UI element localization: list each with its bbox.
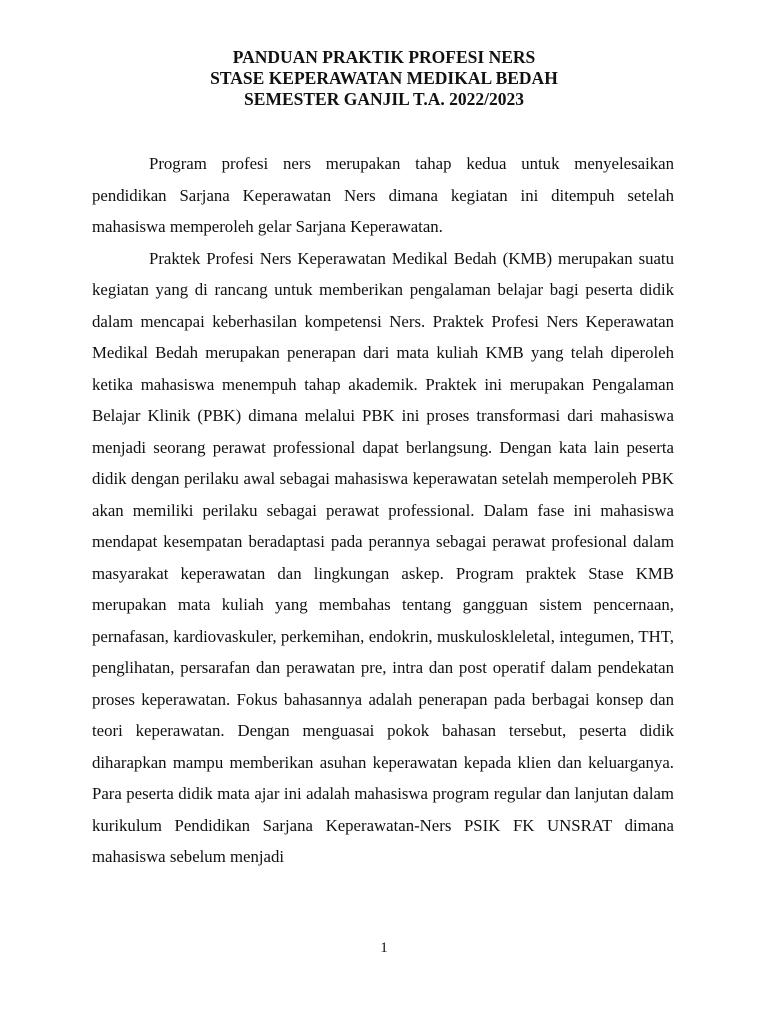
title-line-3: SEMESTER GANJIL T.A. 2022/2023	[244, 89, 524, 109]
document-body	[92, 148, 674, 873]
paragraph-1: Program profesi ners merupakan tahap kedua untuk menyelesaikan pendidikan Sarjana Keperawatan Ners dimana kegiatan ini ditempuh setelah mahasiswa memperoleh gelar Sarjana Keperawatan.	[92, 154, 674, 236]
title-line-2: STASE KEPERAWATAN MEDIKAL BEDAH	[210, 68, 558, 88]
paragraph-2: Praktek Profesi Ners Keperawatan Medikal Bedah (KMB) merupakan suatu kegiatan yang di rancang untuk memberikan pengalaman belajar bagi peserta didik dalam mencapai keberhasilan kompetensi Ners. Praktek Profesi Ners Keperawatan Medikal Bedah merupakan penerapan dari mata kuliah KMB yang telah diperoleh ketika mahasiswa menempuh tahap akademik. Praktek ini merupakan Pengalaman Belajar Klinik (PBK) dimana melalui PBK ini proses transformasi dari mahasiswa menjadi seorang perawat professional dapat berlangsung. Dengan kata lain peserta didik dengan perilaku awal sebagai mahasiswa keperawatan setelah memperoleh PBK akan memiliki perilaku sebagai perawat professional. Dalam fase ini mahasiswa mendapat kesempatan beradaptasi pada perannya sebagai perawat profesional dalam masyarakat keperawatan dan lingkungan askep. Program praktek Stase KMB merupakan mata kuliah yang membahas tentang gangguan sistem pencernaan, pernafasan, kardiovaskuler, perkemihan, endokrin, muskuloskleletal, integumen, THT, penglihatan, persarafan dan perawatan pre, intra dan post operatif dalam pendekatan proses keperawatan. Fokus bahasannya adalah penerapan pada berbagai konsep dan teori keperawatan. Dengan menguasai pokok bahasan tersebut, peserta didik diharapkan mampu memberikan asuhan keperawatan kepada klien dan keluarganya. Para peserta didik mata ajar ini adalah mahasiswa program regular dan lanjutan dalam kurikulum Pendidikan Sarjana Keperawatan-Ners PSIK FK UNSRAT dimana mahasiswa sebelum menjadi	[92, 248, 674, 866]
title-line-1: PANDUAN PRAKTIK PROFESI NERS	[232, 47, 536, 67]
document-title	[0, 47, 768, 110]
page-number: 1	[380, 940, 388, 956]
